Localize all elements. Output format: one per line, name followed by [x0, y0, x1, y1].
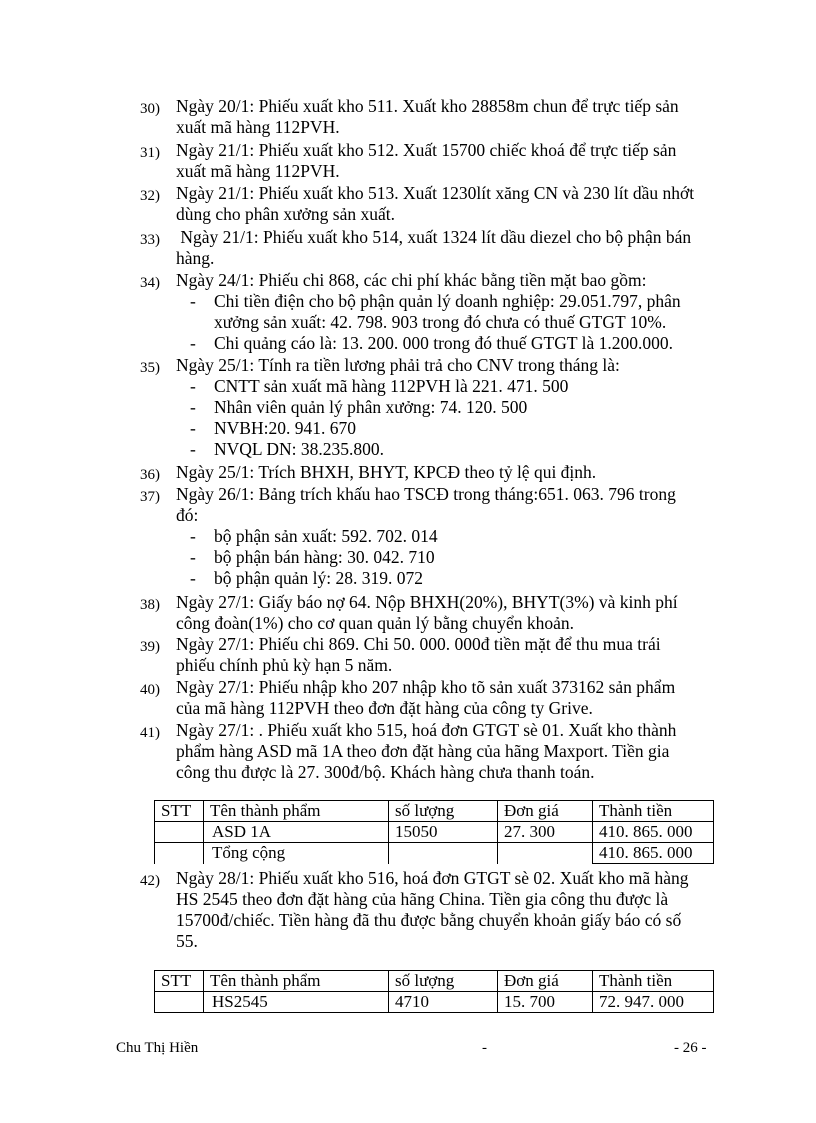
sub-item: - Chi tiền điện cho bộ phận quản lý doanh nghiệp: 29.051.797, phân xưởng sản xuất: 42. 798. 903 trong đó chưa có thuế GTGT 10%.: [190, 291, 681, 332]
header-stt: STT: [155, 801, 204, 822]
list-item: [140, 868, 796, 952]
item-number: 33): [140, 232, 160, 248]
sub-item: - Chi quảng cáo là: 13. 200. 000 trong đó thuế GTGT là 1.200.000.: [190, 333, 673, 353]
item-text: phiếu chính phủ kỳ hạn 5 năm.: [176, 655, 393, 675]
item-number: 38): [140, 597, 160, 613]
table-cell: [155, 992, 204, 1013]
sub-list: [140, 291, 796, 354]
list-item: [140, 355, 796, 460]
list-item: [140, 183, 796, 225]
table-header-row: [155, 801, 714, 822]
item-number: 42): [140, 873, 160, 889]
footer-center: -: [482, 1040, 487, 1056]
item-text: công đoàn(1%) cho cơ quan quản lý bằng chuyển khoản.: [176, 613, 575, 633]
header-amount: Thành tiền: [593, 971, 714, 992]
item-text: Ngày 27/1: Phiếu nhập kho 207 nhập kho tõ sản xuất 373162 sản phẩm: [176, 677, 676, 697]
table-cell: HS2545: [204, 992, 389, 1013]
item-number: 35): [140, 360, 160, 376]
item-text: dùng cho phân xưởng sản xuất.: [176, 204, 395, 224]
table-cell: 15. 700: [498, 992, 593, 1013]
sub-item: - Nhân viên quản lý phân xưởng: 74. 120. 500: [190, 397, 528, 417]
item-text: 15700đ/chiếc. Tiền hàng đã thu được bằng chuyển khoản giấy báo có số: [176, 910, 682, 930]
item-text: Ngày 21/1: Phiếu xuất kho 512. Xuất 15700 chiếc khoá để trực tiếp sản: [176, 140, 677, 160]
table-cell: ASD 1A: [204, 822, 389, 843]
item-number: 32): [140, 188, 160, 204]
sub-item: - bộ phận sản xuất: 592. 702. 014: [190, 526, 438, 546]
item-number: 34): [140, 275, 160, 291]
list-item: [140, 592, 796, 634]
table-header-row: [155, 971, 714, 992]
table-cell: 27. 300: [498, 822, 593, 843]
item-text: hàng.: [176, 248, 215, 268]
item-text: Ngày 20/1: Phiếu xuất kho 511. Xuất kho 28858m chun để trực tiếp sản: [176, 96, 679, 116]
item-text: 55.: [176, 931, 198, 951]
table-cell: [155, 822, 204, 843]
item-text: Ngày 28/1: Phiếu xuất kho 516, hoá đơn GTGT sè 02. Xuất kho mã hàng: [176, 868, 689, 888]
item-number: 40): [140, 682, 160, 698]
item-text: Ngày 27/1: Giấy báo nợ 64. Nộp BHXH(20%), BHYT(3%) và kinh phí: [176, 592, 678, 612]
footer-author: Chu Thị Hiền: [116, 1040, 199, 1056]
table-cell: 4710: [389, 992, 498, 1013]
header-product: Tên thành phẩm: [204, 801, 389, 822]
item-number: 41): [140, 725, 160, 741]
item-number: 31): [140, 145, 160, 161]
table-row: [155, 992, 714, 1013]
item-text: công thu được là 27. 300đ/bộ. Khách hàng chưa thanh toán.: [176, 762, 595, 782]
product-table-hs: [154, 970, 714, 1013]
item-text: của mã hàng 112PVH theo đơn đặt hàng của công ty Grive.: [176, 698, 593, 718]
item-number: 39): [140, 639, 160, 655]
table-cell: 15050: [389, 822, 498, 843]
header-stt: STT: [155, 971, 204, 992]
product-table-asd: [154, 800, 714, 864]
header-product: Tên thành phẩm: [204, 971, 389, 992]
item-number: 37): [140, 489, 160, 505]
table-cell: 410. 865. 000: [593, 822, 714, 843]
list-item: [140, 227, 796, 269]
footer-page-number: - 26 -: [674, 1040, 707, 1056]
sub-item: - NVQL DN: 38.235.800.: [190, 439, 384, 459]
sub-item: - bộ phận quản lý: 28. 319. 072: [190, 568, 424, 588]
list-item: [140, 96, 796, 138]
sub-item: - bộ phận bán hàng: 30. 042. 710: [190, 547, 435, 567]
item-text: HS 2545 theo đơn đặt hàng của hãng China. Tiền gia công thu được là: [176, 889, 669, 909]
header-quantity: số lượng: [389, 801, 498, 822]
sub-list: [140, 526, 796, 589]
list-item: [140, 634, 796, 676]
table-cell: [389, 843, 498, 864]
table-cell: [498, 843, 593, 864]
item-text: Ngày 25/1: Tính ra tiền lương phải trả cho CNV trong tháng là:: [176, 355, 620, 375]
list-item: [140, 484, 796, 589]
item-text: đó:: [176, 505, 199, 525]
list-item: [140, 677, 796, 719]
list-item: [140, 270, 796, 354]
header-unit-price: Đơn giá: [498, 801, 593, 822]
sub-list: [140, 376, 796, 460]
item-text: Ngày 25/1: Trích BHXH, BHYT, KPCĐ theo tỷ lệ qui định.: [176, 462, 597, 482]
item-text: Ngày 21/1: Phiếu xuất kho 513. Xuất 1230lít xăng CN và 230 lít dầu nhớt: [176, 183, 695, 203]
table-row: [155, 843, 714, 864]
header-unit-price: Đơn giá: [498, 971, 593, 992]
table-cell: 410. 865. 000: [593, 843, 714, 864]
item-number: 36): [140, 467, 160, 483]
list-item: [140, 140, 796, 182]
header-amount: Thành tiền: [593, 801, 714, 822]
item-text: Ngày 24/1: Phiếu chi 868, các chi phí khác bằng tiền mặt bao gồm:: [176, 270, 647, 290]
sub-item: - NVBH:20. 941. 670: [190, 418, 356, 438]
item-text: Ngày 27/1: . Phiếu xuất kho 515, hoá đơn GTGT sè 01. Xuất kho thành: [176, 720, 677, 740]
item-text: xuất mã hàng 112PVH.: [176, 161, 340, 181]
item-text: Ngày 21/1: Phiếu xuất kho 514, xuất 1324 lít dầu diezel cho bộ phận bán: [176, 227, 692, 247]
item-number: 30): [140, 101, 160, 117]
item-text: xuất mã hàng 112PVH.: [176, 117, 340, 137]
sub-item: - CNTT sản xuất mã hàng 112PVH là 221. 471. 500: [190, 376, 569, 396]
item-text: Ngày 27/1: Phiếu chi 869. Chi 50. 000. 000đ tiền mặt để thu mua trái: [176, 634, 661, 654]
table-cell: Tổng cộng: [204, 843, 389, 864]
list-item: [140, 462, 796, 483]
item-text: Ngày 26/1: Bảng trích khấu hao TSCĐ trong tháng:651. 063. 796 trong: [176, 484, 676, 504]
item-text: phẩm hàng ASD mã 1A theo đơn đặt hàng của hãng Maxport. Tiền gia: [176, 741, 670, 761]
header-quantity: số lượng: [389, 971, 498, 992]
table-row: [155, 822, 714, 843]
table-cell: [155, 843, 204, 864]
table-cell: 72. 947. 000: [593, 992, 714, 1013]
list-item: [140, 720, 796, 783]
